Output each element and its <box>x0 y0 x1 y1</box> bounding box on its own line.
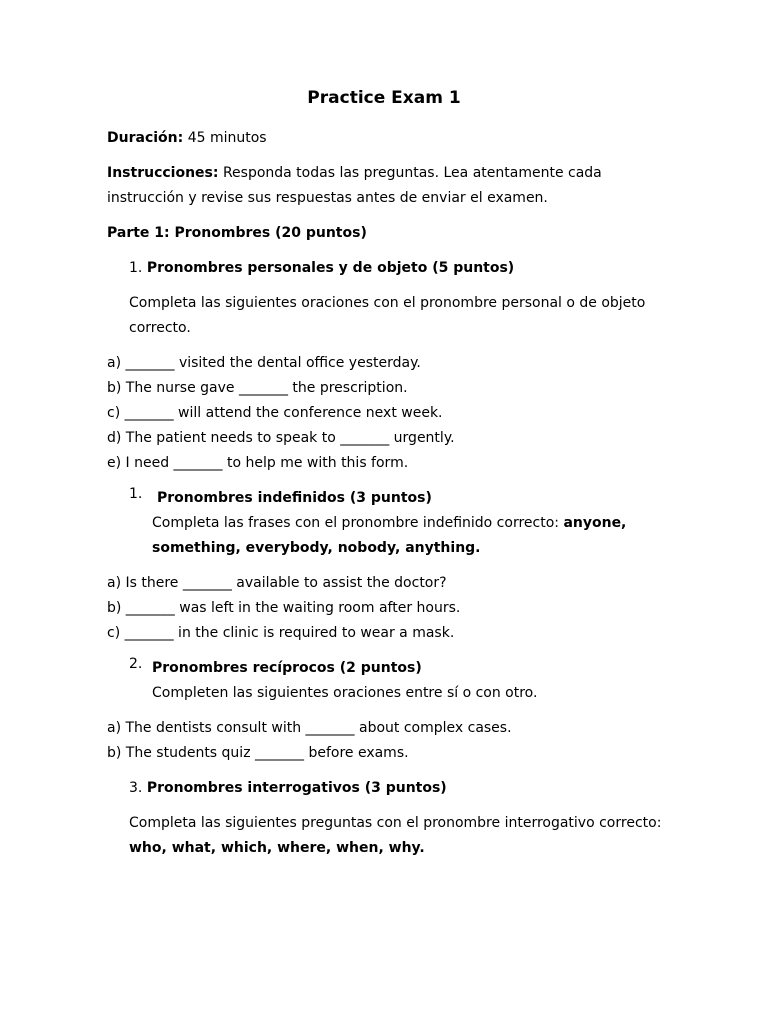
list-item: c) _______ will attend the conference next week. <box>107 405 443 421</box>
section2-options: anyone, something, everybody, nobody, anything. <box>152 515 627 556</box>
section2-title: Pronombres indefinidos (3 puntos) <box>157 490 432 506</box>
section2-list <box>107 571 667 646</box>
duration-value: 45 minutos <box>187 130 267 146</box>
section1-intro: Completa las siguientes oraciones con el pronombre personal o de objeto correcto. <box>129 295 646 336</box>
list-item: e) I need _______ to help me with this form. <box>107 455 409 471</box>
part1-heading: Parte 1: Pronombres (20 puntos) <box>107 225 367 241</box>
section2-heading <box>107 486 667 511</box>
section2-intro <box>107 511 667 561</box>
section4-number: 3. <box>129 780 143 796</box>
section2-number: 1. <box>129 486 143 502</box>
section4-title: Pronombres interrogativos (3 puntos) <box>146 780 447 796</box>
list-item: a) Is there _______ available to assist the doctor? <box>107 575 447 591</box>
duration-line <box>107 126 667 151</box>
section4-heading <box>107 776 667 801</box>
list-item: c) _______ in the clinic is required to wear a mask. <box>107 625 455 641</box>
section3-number: 2. <box>129 656 143 672</box>
list-item: b) _______ was left in the waiting room after hours. <box>107 600 461 616</box>
list-item: a) _______ visited the dental office yesterday. <box>107 355 421 371</box>
instructions-paragraph <box>107 161 667 211</box>
exam-page <box>107 88 667 861</box>
section1-number: 1. <box>129 260 143 276</box>
duration-label: Duración: <box>107 130 184 146</box>
section2-intro-text: Completa las frases con el pronombre indefinido correcto: <box>152 515 559 531</box>
section3-list <box>107 716 667 766</box>
section1-heading <box>107 256 667 281</box>
section4-options: who, what, which, where, when, why. <box>129 840 425 856</box>
list-item: b) The students quiz _______ before exams. <box>107 745 409 761</box>
page-title: Practice Exam 1 <box>307 88 461 108</box>
list-item: a) The dentists consult with _______ about complex cases. <box>107 720 512 736</box>
section3-intro: Completen las siguientes oraciones entre sí o con otro. <box>152 685 538 701</box>
section1-list <box>107 351 667 476</box>
section3-title: Pronombres recíprocos (2 puntos) <box>152 660 422 676</box>
instructions-label: Instrucciones: <box>107 165 219 181</box>
section4-intro: Completa las siguientes preguntas con el pronombre interrogativo correcto: <box>129 815 662 831</box>
list-item: d) The patient needs to speak to _______ urgently. <box>107 430 455 446</box>
section1-title: Pronombres personales y de objeto (5 puntos) <box>146 260 515 276</box>
list-item: b) The nurse gave _______ the prescription. <box>107 380 408 396</box>
section3-heading <box>107 656 667 681</box>
instructions-text: Responda todas las preguntas. Lea atentamente cada instrucción y revise sus respuestas antes de enviar el examen. <box>107 165 602 206</box>
